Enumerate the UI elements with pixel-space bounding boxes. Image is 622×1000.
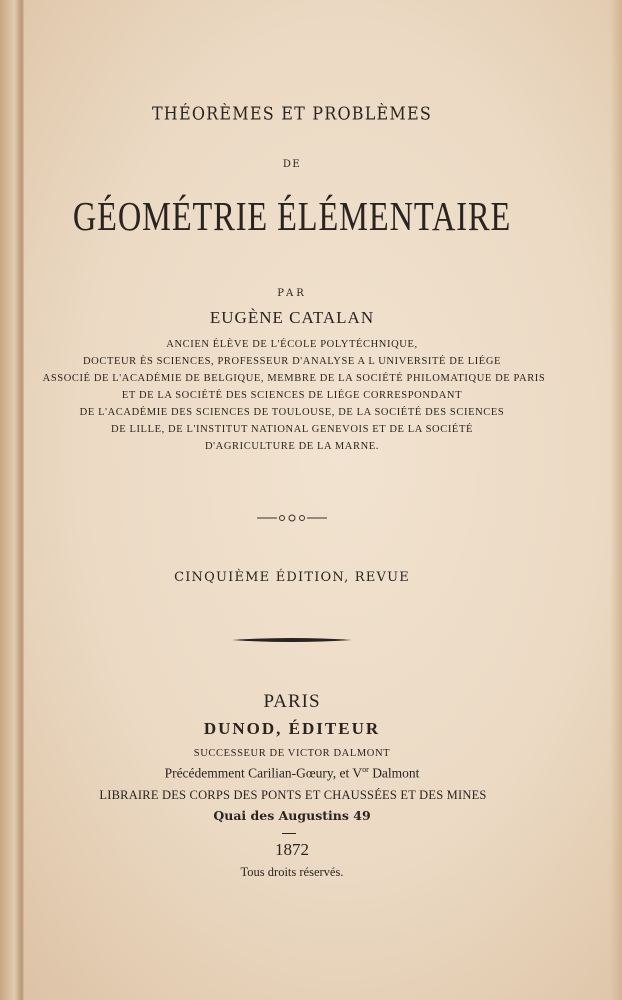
rule-divider	[232, 636, 352, 644]
short-rule	[282, 833, 296, 834]
main-title: GÉOMÉTRIE ÉLÉMENTAIRE	[72, 193, 512, 239]
credential-line: ET DE LA SOCIÉTÉ DES SCIENCES DE LIÉGE CORRESPONDANT	[121, 390, 463, 401]
credential-line: D'AGRICULTURE DE LA MARNE.	[204, 441, 380, 452]
credential-line: DOCTEUR ÈS SCIENCES, PROFESSEUR D'ANALYSE A L UNIVERSITÉ DE LIÉGE	[82, 356, 502, 367]
rights: Tous droits réservés.	[240, 865, 344, 879]
ornament-divider	[257, 512, 327, 524]
publisher-name: DUNOD, ÉDITEUR	[203, 719, 381, 738]
publisher-formerly	[165, 766, 420, 780]
credential-line: ASSOCIÉ DE L'ACADÉMIE DE BELGIQUE, MEMBRE DE LA SOCIÉTÉ PHILOMATIQUE DE PARIS	[42, 373, 546, 384]
edition: CINQUIÈME ÉDITION, REVUE	[174, 570, 410, 585]
formerly-text: Précédemment Carilian-Gœury, et V	[164, 765, 363, 781]
publisher-library: LIBRAIRE DES CORPS DES PONTS ET CHAUSSÉES ET DES MINES	[99, 788, 487, 802]
author-name: EUGÈNE CATALAN	[209, 308, 375, 327]
by-label: PAR	[277, 288, 307, 299]
page-edge	[610, 0, 622, 1000]
credential-line: DE L'ACADÉMIE DES SCIENCES DE TOULOUSE, DE LA SOCIÉTÉ DES SCIENCES	[79, 407, 505, 418]
title-line-1: THÉORÈMES ET PROBLÈMES	[151, 103, 433, 124]
formerly-text-end: Dalmont	[368, 765, 420, 781]
formerly-sup: or	[362, 765, 369, 774]
credential-line: ANCIEN ÉLÈVE DE L'ÉCOLE POLYTÉCHNIQUE,	[166, 339, 418, 350]
book-gutter	[0, 0, 24, 1000]
credential-line: DE LILLE, DE L'INSTITUT NATIONAL GENEVOIS ET DE LA SOCIÉTÉ	[111, 424, 473, 435]
publisher-successor: SUCCESSEUR DE VICTOR DALMONT	[193, 748, 391, 759]
publisher-address: Quai des Augustins 49	[213, 808, 371, 823]
publisher-city: PARIS	[263, 691, 321, 712]
year: 1872	[275, 840, 309, 859]
title-line-2: DE	[282, 159, 302, 170]
